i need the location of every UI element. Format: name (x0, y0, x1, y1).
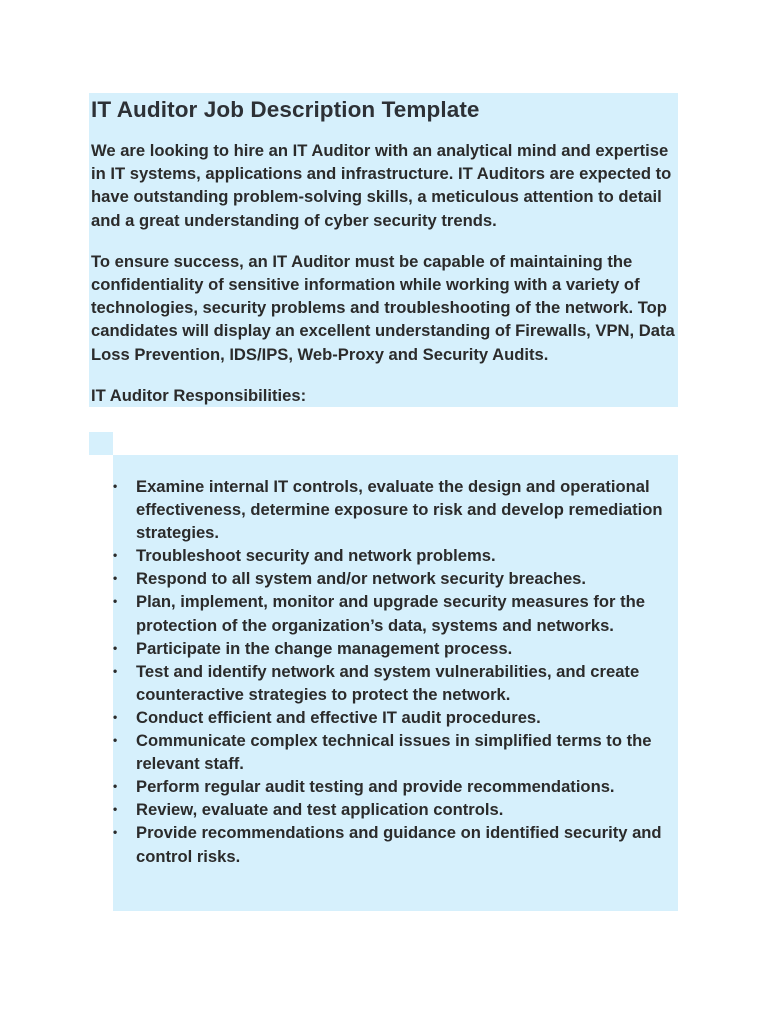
bullet-icon: • (113, 548, 118, 563)
bullet-icon: • (113, 733, 118, 748)
bullet-icon: • (113, 594, 118, 609)
intro-paragraph-2: To ensure success, an IT Auditor must be capable of maintaining the confidentiality of sensitive information while working with a variety of technologies, security problems and troubleshooting of the network. Top candidates will display an excellent understanding of Firewalls, VPN, Data Loss Prevention, IDS/IPS, Web-Proxy and Security Audits. (91, 251, 675, 364)
bullet-icon: • (113, 825, 118, 840)
bullet-icon: • (113, 571, 118, 586)
responsibility-item (113, 544, 678, 567)
page-title: IT Auditor Job Description Template (91, 97, 480, 122)
responsibility-item (113, 821, 678, 867)
bullet-icon: • (113, 779, 118, 794)
bullet-icon: • (113, 640, 118, 655)
bullet-icon: • (113, 663, 118, 678)
intro-section (89, 93, 678, 407)
responsibility-text: Test and identify network and system vulnerabilities, and create counteractive strategies to protect the network. (136, 661, 640, 704)
responsibility-text: Plan, implement, monitor and upgrade security measures for the protection of the organization’s data, systems and networks. (136, 592, 645, 635)
responsibility-text: Participate in the change management process. (136, 638, 513, 658)
intro-paragraph-1: We are looking to hire an IT Auditor with an analytical mind and expertise in IT systems, applications and infrastructure. IT Auditors are expected to have outstanding problem-solving skills, a meticulous attention to detail and a great understanding of cyber security trends. (91, 141, 672, 230)
responsibility-text: Communicate complex technical issues in simplified terms to the relevant staff. (136, 731, 652, 774)
responsibility-item (113, 729, 678, 775)
bullet-icon: • (113, 802, 118, 817)
bullet-icon: • (113, 479, 118, 493)
responsibility-text: Review, evaluate and test application controls. (136, 800, 504, 820)
responsibilities-heading: IT Auditor Responsibilities: (91, 385, 307, 405)
heading-highlight-tail (89, 432, 113, 455)
bullet-icon: • (113, 709, 118, 724)
responsibility-item (113, 798, 678, 821)
responsibility-item (113, 637, 678, 660)
responsibility-item (113, 775, 678, 798)
responsibility-item (113, 660, 678, 706)
responsibility-item (113, 706, 678, 729)
responsibility-item (113, 590, 678, 636)
responsibilities-list (113, 455, 678, 868)
responsibility-item (113, 567, 678, 590)
responsibility-text: Respond to all system and/or network security breaches. (136, 569, 587, 589)
responsibility-text: Examine internal IT controls, evaluate the design and operational effectiveness, determine exposure to risk and develop remediation strategies. (136, 477, 663, 543)
responsibilities-section (113, 455, 678, 911)
responsibility-text: Conduct efficient and effective IT audit procedures. (136, 707, 541, 727)
responsibility-text: Troubleshoot security and network problems. (136, 546, 496, 566)
responsibility-item (113, 475, 678, 544)
responsibility-text: Provide recommendations and guidance on identified security and control risks. (136, 823, 662, 866)
responsibility-text: Perform regular audit testing and provide recommendations. (136, 777, 615, 797)
